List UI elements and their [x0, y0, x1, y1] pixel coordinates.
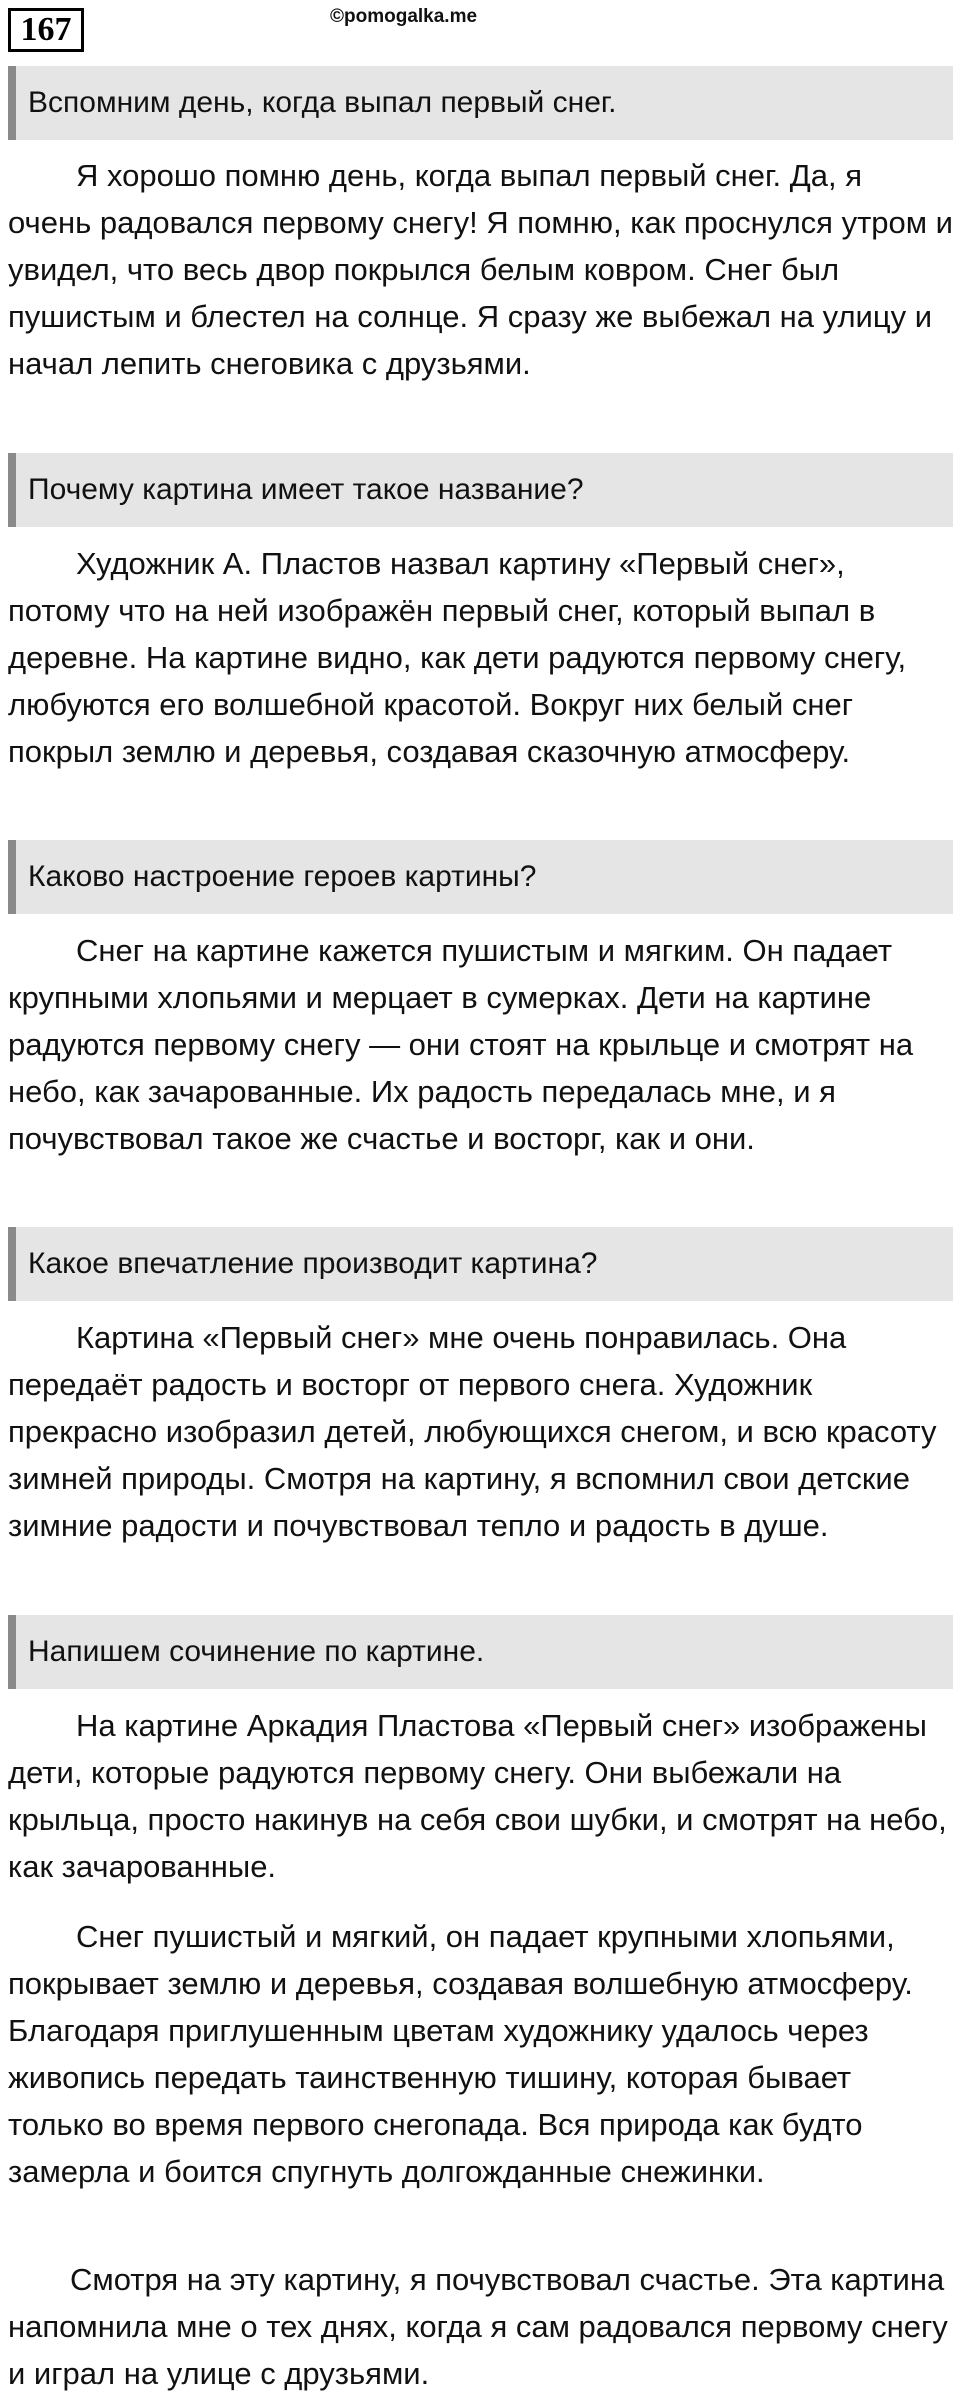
question-bar-1	[8, 66, 953, 140]
task-number-box	[8, 8, 84, 52]
answer-paragraph-5: На картине Аркадия Пластова «Первый снег» изображены дети, которые радуются первому снегу. Они выбежали на крыльца, просто накинув на себя свои шубки, и смотрят на небо, как зачарованные.	[8, 1708, 947, 1884]
answer-paragraph-7: Смотря на эту картину, я почувствовал счастье. Эта картина напомнила мне о тех днях, когда я сам радовался первому снегу и играл на улице с друзьями.	[8, 2262, 948, 2391]
question-text-1: Вспомним день, когда выпал первый снег.	[28, 86, 617, 119]
question-text-5: Напишем сочинение по картине.	[28, 1635, 485, 1668]
question-text-3: Каково настроение героев картины?	[28, 860, 537, 893]
watermark: ©pomogalka.me	[330, 6, 478, 27]
question-text-2: Почему картина имеет такое название?	[28, 473, 584, 506]
answer-paragraph-2: Художник А. Пластов назвал картину «Первый снег», потому что на ней изображён первый снег, который выпал в деревне. На картине видно, как дети радуются первому снегу, любуются его волшебной красотой. Вокруг них белый снег покрыл землю и деревья, создавая сказочную атмосферу.	[8, 546, 907, 769]
answer-paragraph-1: Я хорошо помню день, когда выпал первый снег. Да, я очень радовался первому снегу! Я помню, как проснулся утром и увидел, что весь двор покрылся белым ковром. Снег был пушистым и блестел на солнце. Я сразу же выбежал на улицу и начал лепить снеговика с друзьями.	[8, 158, 954, 381]
question-bar-5	[8, 1615, 953, 1689]
question-bar-3	[8, 840, 953, 914]
answer-paragraph-6: Снег пушистый и мягкий, он падает крупными хлопьями, покрывает землю и деревья, создавая волшебную атмосферу. Благодаря приглушенным цветам художнику удалось через живопись передать таинственную тишину, которая бывает только во время первого снегопада. Вся природа как будто замерла и боится спугнуть долгожданные снежинки.	[8, 1919, 913, 2189]
task-number: 167	[20, 11, 72, 48]
answer-paragraph-4: Картина «Первый снег» мне очень понравилась. Она передаёт радость и восторг от первого снега. Художник прекрасно изобразил детей, любующихся снегом, и всю красоту зимней природы. Смотря на картину, я вспомнил свои детские зимние радости и почувствовал тепло и радость в душе.	[8, 1320, 937, 1543]
answer-paragraph-3: Снег на картине кажется пушистым и мягким. Он падает крупными хлопьями и мерцает в сумерках. Дети на картине радуются первому снегу — они стоят на крыльце и смотрят на небо, как зачарованные. Их радость передалась мне, и я почувствовал такое же счастье и восторг, как и они.	[8, 933, 914, 1156]
question-text-4: Какое впечатление производит картина?	[28, 1247, 598, 1280]
question-bar-4	[8, 1227, 953, 1301]
question-bar-2	[8, 453, 953, 527]
